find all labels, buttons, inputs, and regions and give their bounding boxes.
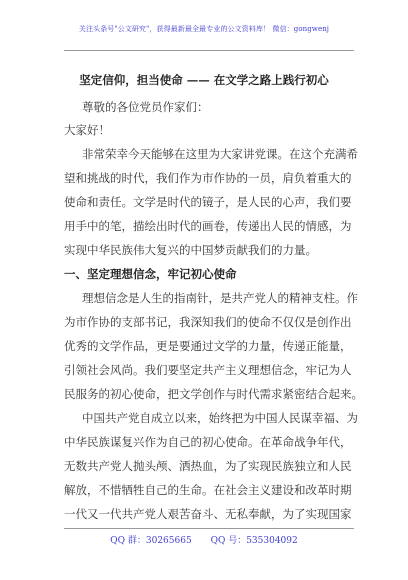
greeting: 大家好！ bbox=[64, 123, 110, 137]
paragraph-line: 民服务的初心使命，把文学创作与时代需求紧密结合起来。 bbox=[64, 387, 363, 401]
qq-group-text: QQ 群：30265665 bbox=[110, 536, 192, 546]
section-heading: 一、坚定理想信念，牢记初心使命 bbox=[64, 267, 237, 281]
salutation: 尊敬的各位党员作家们： bbox=[82, 100, 209, 114]
paragraph-line: 中国共产党自成立以来，始终把为中国人民谋幸福、为 bbox=[82, 411, 358, 425]
qq-number-text: QQ 号：535304092 bbox=[210, 536, 298, 546]
paragraph-line: 非常荣幸今天能够在这里为大家讲党课。在这个充满希 bbox=[82, 147, 358, 161]
paragraph-line: 解放，不惜牺牲自己的生命。在社会主义建设和改革时期 bbox=[64, 483, 352, 497]
paragraph-line: 望和挑战的时代，我们作为市作协的一员，肩负着重大的 bbox=[64, 171, 352, 185]
paragraph-line: 用手中的笔，描绘出时代的画卷，传递出人民的情感，为 bbox=[64, 219, 352, 233]
paragraph-line: 无数共产党人抛头颅、洒热血，为了实现民族独立和人民 bbox=[64, 459, 352, 473]
paragraph-line: 引领社会风尚。我们要坚定共产主义理想信念，牢记为人 bbox=[64, 363, 352, 377]
page-header: 关注头条号"公文研究"，获得最新最全最专业的公文资料库！ 微信：gongwenj bbox=[78, 25, 330, 33]
paragraph-line: 一代又一代共产党人艰苦奋斗、无私奉献，为了实现国家 bbox=[64, 507, 352, 521]
paragraph-line: 中华民族谋复兴作为自己的初心使命。在革命战争年代， bbox=[64, 435, 352, 449]
paragraph-line: 理想信念是人生的指南针，是共产党人的精神支柱。作 bbox=[82, 291, 358, 305]
header-divider bbox=[64, 50, 354, 51]
page-footer bbox=[0, 533, 408, 546]
paragraph-line: 优秀的文学作品，更是要通过文学的力量，传递正能量， bbox=[64, 339, 352, 353]
paragraph-line: 为市作协的支部书记，我深知我们的使命不仅仅是创作出 bbox=[64, 315, 352, 329]
document-title: 坚定信仰，担当使命 —— 在文学之路上践行初心 bbox=[79, 73, 329, 87]
paragraph-line: 使命和责任。文学是时代的镜子，是人民的心声，我们要 bbox=[64, 195, 352, 209]
paragraph-line: 实现中华民族伟大复兴的中国梦贡献我们的力量。 bbox=[64, 243, 317, 257]
footer-divider bbox=[64, 528, 354, 529]
